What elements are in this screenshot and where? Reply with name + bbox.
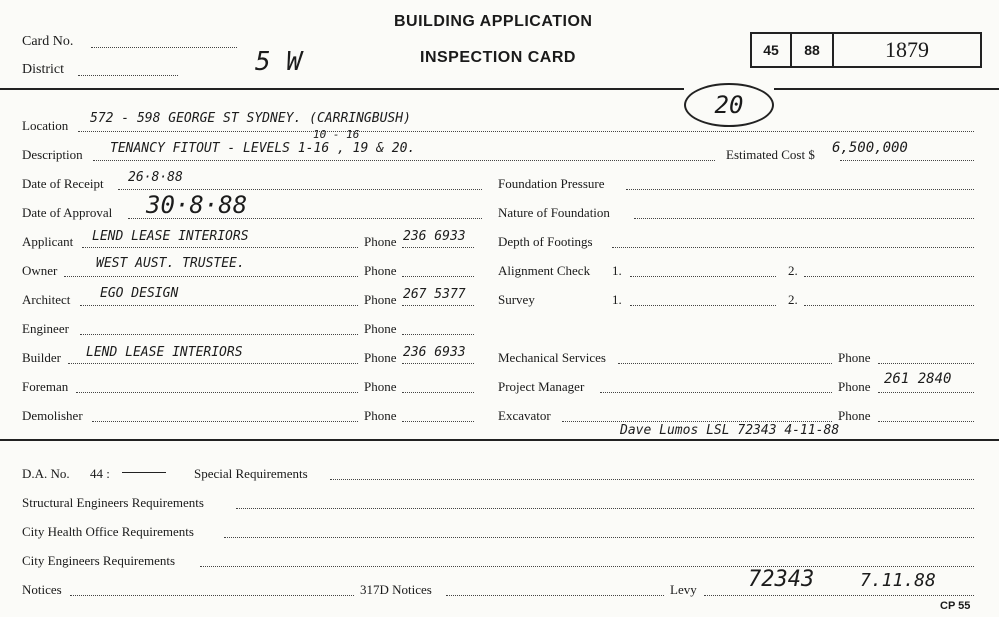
date-receipt-line [118,189,482,190]
description-value: TENANCY FITOUT - LEVELS 1-16 , 19 & 20. [110,141,416,156]
alignment-two: 2. [788,263,798,278]
excavator-phone-line [878,421,974,422]
levy-value: 72343 [748,567,815,592]
location-label: Location [22,118,69,133]
city-engineers-line [200,566,974,567]
date-approval-value: 30·8·88 [146,191,248,219]
health-label: City Health Office Requirements [22,524,194,539]
project-manager-phone: 261 2840 [884,371,952,387]
levy-line [704,595,974,596]
card-number-box [750,32,982,68]
architect-phone-line [402,305,474,306]
district-label: District [22,62,64,77]
survey-label: Survey [498,292,535,307]
card-no-line [91,47,237,48]
builder-value: LEND LEASE INTERIORS [86,345,243,360]
alignment-check-label: Alignment Check [498,263,591,278]
mechanical-line [618,363,832,364]
builder-phone-label: Phone [364,350,397,365]
architect-phone: 267 5377 [403,287,466,302]
estimated-cost-line [840,160,974,161]
architect-line [80,305,358,306]
nature-foundation-line [634,218,974,219]
depth-footings-label: Depth of Footings [498,234,593,249]
box-cell-2: 88 [792,34,834,66]
title-line-1: BUILDING APPLICATION [394,13,593,30]
section-rule [0,439,999,441]
applicant-value: LEND LEASE INTERIORS [92,229,249,244]
demolisher-phone-label: Phone [364,408,397,423]
foreman-phone-label: Phone [364,379,397,394]
description-line [93,160,715,161]
alignment-line-1 [630,276,776,277]
demolisher-phone-line [402,421,474,422]
description-label: Description [22,147,83,162]
engineer-phone-line [402,334,474,335]
location-line [78,131,974,132]
owner-phone-label: Phone [364,263,397,278]
foreman-phone-line [402,392,474,393]
notices-label: Notices [22,582,62,597]
project-manager-phone-line [878,392,974,393]
title-line-2: INSPECTION CARD [420,49,576,66]
demolisher-label: Demolisher [22,408,83,423]
da-label: D.A. No. [22,466,70,481]
circled-number [684,83,774,127]
handwritten-note: Dave Lumos LSL 72343 4-11-88 [620,423,840,438]
architect-label: Architect [22,292,71,307]
owner-phone-line [402,276,474,277]
special-requirements-label: Special Requirements [194,466,308,481]
survey-one: 1. [612,292,622,307]
district-value: 5 W [255,47,302,77]
applicant-label: Applicant [22,234,74,249]
levy-date: 7.11.88 [860,570,936,591]
foundation-pressure-line [626,189,974,190]
box-cell-1: 45 [752,34,792,66]
applicant-phone: 236 6933 [403,229,466,244]
mechanical-label: Mechanical Services [498,350,606,365]
engineer-phone-label: Phone [364,321,397,336]
applicant-line [82,247,358,248]
project-manager-phone-label: Phone [838,379,871,394]
alignment-one: 1. [612,263,622,278]
survey-line-2 [804,305,974,306]
project-manager-label: Project Manager [498,379,585,394]
applicant-phone-line [402,247,474,248]
da-dash [122,472,166,473]
excavator-line [562,421,832,422]
special-requirements-line [330,479,974,480]
da-value: 44 : [90,466,110,481]
builder-line [68,363,358,364]
header-rule-right [774,88,999,90]
nature-foundation-label: Nature of Foundation [498,205,610,220]
notices-line [70,595,354,596]
demolisher-line [92,421,358,422]
project-manager-line [600,392,832,393]
district-line [78,75,178,76]
applicant-phone-label: Phone [364,234,397,249]
architect-value: EGO DESIGN [100,286,179,301]
engineer-line [80,334,358,335]
depth-footings-line [612,247,974,248]
mechanical-phone-line [878,363,974,364]
card-no-label: Card No. [22,34,74,49]
foundation-pressure-label: Foundation Pressure [498,176,605,191]
date-approval-label: Date of Approval [22,205,113,220]
header-rule-left [0,88,684,90]
circled-number-text: 20 [714,91,744,119]
survey-two: 2. [788,292,798,307]
description-superscript: 10 - 16 [313,128,360,141]
owner-value: WEST AUST. TRUSTEE. [96,256,245,271]
builder-phone: 236 6933 [403,345,466,360]
builder-phone-line [402,363,474,364]
levy-label: Levy [670,582,697,597]
structural-line [236,508,974,509]
builder-label: Builder [22,350,61,365]
owner-label: Owner [22,263,58,278]
mechanical-phone-label: Phone [838,350,871,365]
survey-line-1 [630,305,776,306]
alignment-line-2 [804,276,974,277]
form-code: CP 55 [940,600,971,612]
architect-phone-label: Phone [364,292,397,307]
health-line [224,537,974,538]
owner-line [64,276,358,277]
location-value: 572 - 598 GEORGE ST SYDNEY. (CARRINGBUSH) [90,111,411,126]
structural-label: Structural Engineers Requirements [22,495,204,510]
notices-317d-label: 317D Notices [360,582,432,597]
date-receipt-label: Date of Receipt [22,176,104,191]
estimated-cost-value: 6,500,000 [832,140,908,156]
foreman-line [76,392,358,393]
estimated-cost-label: Estimated Cost $ [726,147,815,162]
engineer-label: Engineer [22,321,69,336]
excavator-phone-label: Phone [838,408,871,423]
date-receipt-value: 26·8·88 [128,170,183,185]
box-cell-3: 1879 [885,37,929,62]
notices-317d-line [446,595,664,596]
excavator-label: Excavator [498,408,551,423]
city-engineers-label: City Engineers Requirements [22,553,176,568]
foreman-label: Foreman [22,379,69,394]
